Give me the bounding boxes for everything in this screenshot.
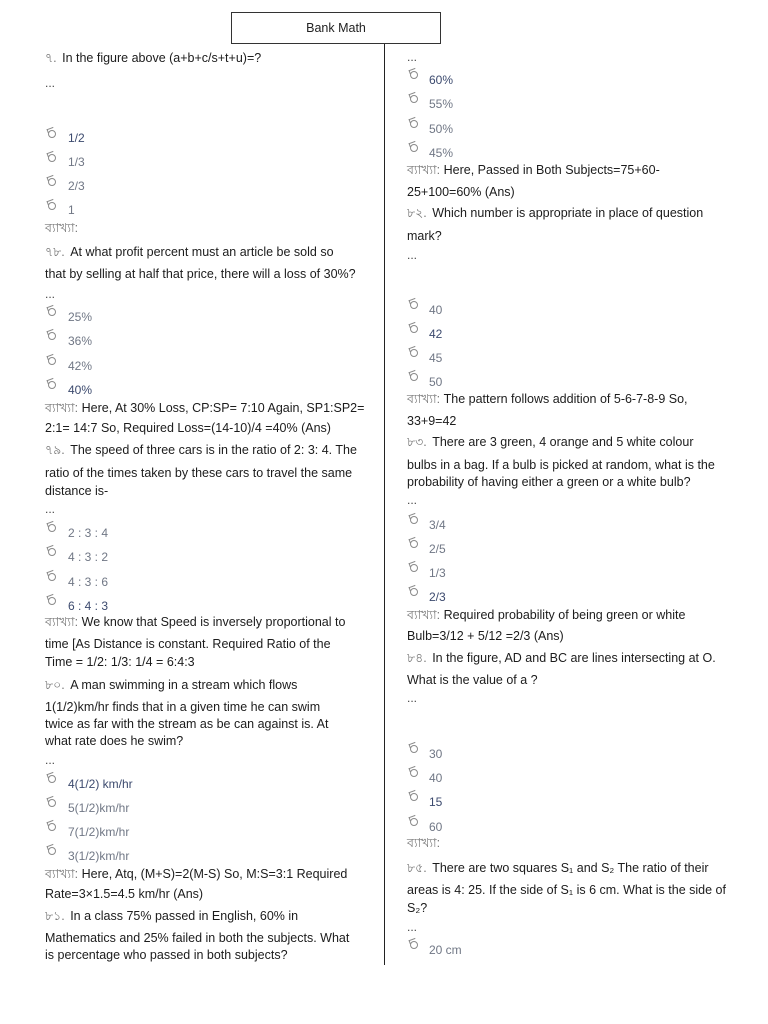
- option-label[interactable]: 60: [429, 820, 443, 834]
- option-label[interactable]: 7(1/2)km/hr: [68, 825, 130, 839]
- option-label[interactable]: 40%: [68, 383, 93, 397]
- radio-option[interactable]: [48, 332, 56, 340]
- option-label[interactable]: 6 : 4 : 3: [68, 599, 109, 613]
- radio-option[interactable]: [410, 144, 418, 152]
- radio-option[interactable]: [48, 775, 56, 783]
- question-text: There are 3 green, 4 orange and 5 white colour: [432, 435, 694, 449]
- radio-option[interactable]: [410, 349, 418, 357]
- radio-option[interactable]: [48, 381, 56, 389]
- ellipsis: ...: [45, 287, 56, 301]
- ellipsis: ...: [407, 920, 418, 934]
- question-text: bulbs in a bag. If a bulb is picked at random, what is the: [407, 458, 715, 472]
- option-label[interactable]: 42%: [68, 359, 93, 373]
- question-text: What is the value of a ?: [407, 673, 538, 687]
- option-label[interactable]: 1/3: [68, 155, 85, 169]
- option-label[interactable]: 55%: [429, 97, 454, 111]
- option-label[interactable]: 15: [429, 795, 443, 809]
- question-text: A man swimming in a stream which flows: [70, 678, 298, 692]
- explanation-label: ব্যাখ্যা:: [45, 615, 79, 629]
- radio-option[interactable]: [410, 373, 418, 381]
- explanation-label: ব্যাখ্যা:: [45, 867, 79, 881]
- explanation: [45, 614, 345, 630]
- question-text: twice as far with the stream as be can against is. At: [45, 717, 329, 731]
- ellipsis: ...: [407, 691, 418, 705]
- radio-option[interactable]: [48, 799, 56, 807]
- explanation-text: 33+9=42: [407, 414, 457, 428]
- explanation-text: We know that Speed is inversely proportional to: [81, 615, 346, 629]
- question-q8-line: [407, 650, 716, 666]
- option-label[interactable]: 2/5: [429, 542, 446, 556]
- ellipsis: ...: [407, 493, 418, 507]
- question-number: ৮০.: [45, 678, 65, 692]
- option-label[interactable]: 1/2: [68, 131, 85, 145]
- question-text: Mathematics and 25% failed in both the subjects. What: [45, 931, 350, 945]
- question-number: ৮২.: [407, 206, 427, 220]
- option-label[interactable]: 20 cm: [429, 943, 462, 957]
- question-number: ৮৫.: [407, 861, 427, 875]
- ellipsis: ...: [407, 50, 418, 64]
- ellipsis: ...: [45, 753, 56, 767]
- radio-option[interactable]: [410, 588, 418, 596]
- explanation-label: ব্যাখ্যা:: [407, 608, 441, 622]
- option-label[interactable]: 40: [429, 303, 443, 317]
- explanation-text: 2:1= 14:7 So, Required Loss=(14-10)/4 =40% (Ans): [45, 421, 331, 435]
- radio-option[interactable]: [410, 120, 418, 128]
- question-q1: [45, 50, 261, 66]
- question-text: that by selling at half that price, there will a loss of 30%?: [45, 267, 356, 281]
- explanation-text: Here, Atq, (M+S)=2(M-S) So, M:S=3:1 Required: [81, 867, 348, 881]
- question-text: Which number is appropriate in place of question: [432, 206, 704, 220]
- option-label[interactable]: 40: [429, 771, 443, 785]
- option-label[interactable]: 3(1/2)km/hr: [68, 849, 130, 863]
- radio-option[interactable]: [48, 154, 56, 162]
- option-label[interactable]: 50: [429, 375, 443, 389]
- question-q6-line: [407, 205, 703, 221]
- question-number: ৮৩.: [407, 435, 427, 449]
- explanation-label: ব্যাখ্যা:: [45, 221, 79, 235]
- radio-option[interactable]: [48, 308, 56, 316]
- radio-option[interactable]: [48, 178, 56, 186]
- radio-option[interactable]: [410, 95, 418, 103]
- question-text: ratio of the times taken by these cars to travel the same: [45, 466, 353, 480]
- radio-option[interactable]: [48, 597, 56, 605]
- question-text: mark?: [407, 229, 442, 243]
- explanation-label: ব্যাখ্যা:: [407, 163, 441, 177]
- explanation-text: The pattern follows addition of 5-6-7-8-9 So,: [443, 392, 688, 406]
- explanation: [407, 391, 688, 407]
- radio-option[interactable]: [48, 524, 56, 532]
- radio-option[interactable]: [410, 301, 418, 309]
- radio-option[interactable]: [410, 564, 418, 572]
- option-label[interactable]: 4 : 3 : 2: [68, 550, 109, 564]
- column-divider: [384, 44, 385, 965]
- question-text: distance is-: [45, 484, 109, 498]
- question-q9-line: [407, 860, 709, 876]
- explanation: [407, 607, 685, 623]
- question-q7-line: [407, 434, 693, 450]
- question-text: is percentage who passed in both subjects?: [45, 948, 288, 962]
- option-label[interactable]: 5(1/2)km/hr: [68, 801, 130, 815]
- question-q3-line: [45, 442, 357, 458]
- radio-option[interactable]: [410, 71, 418, 79]
- explanation: [407, 162, 660, 178]
- explanation-text: Time = 1/2: 1/3: 1/4 = 6:4:3: [45, 655, 195, 669]
- option-label[interactable]: 2/3: [68, 179, 85, 193]
- option-label[interactable]: 1/3: [429, 566, 446, 580]
- option-label[interactable]: 42: [429, 327, 443, 341]
- radio-option[interactable]: [410, 769, 418, 777]
- question-q2-line: [45, 244, 334, 260]
- option-label[interactable]: 4(1/2) km/hr: [68, 777, 133, 791]
- question-text: areas is 4: 25. If the side of S₁ is 6 cm. What is the side of: [407, 883, 726, 897]
- question-text: There are two squares S₁ and S₂ The ratio of their: [432, 861, 709, 875]
- option-label[interactable]: 50%: [429, 122, 454, 136]
- question-q5-line: [45, 908, 298, 924]
- option-label[interactable]: 3/4: [429, 518, 446, 532]
- question-text: S₂?: [407, 901, 428, 915]
- option-label[interactable]: 4 : 3 : 6: [68, 575, 109, 589]
- radio-option[interactable]: [48, 130, 56, 138]
- radio-option[interactable]: [48, 548, 56, 556]
- option-label[interactable]: 25%: [68, 310, 93, 324]
- question-text: 1(1/2)km/hr finds that in a given time he can swim: [45, 700, 321, 714]
- explanation-text: time [As Distance is constant. Required Ratio of the: [45, 637, 331, 651]
- question-number: ৭.: [45, 51, 57, 65]
- radio-option[interactable]: [410, 540, 418, 548]
- option-label[interactable]: 1: [68, 203, 75, 217]
- question-q4-line: [45, 677, 297, 693]
- explanation-text: Here, At 30% Loss, CP:SP= 7:10 Again, SP1:SP2=: [81, 401, 365, 415]
- radio-option[interactable]: [48, 573, 56, 581]
- explanation-label: ব্যাখ্যা:: [407, 392, 441, 406]
- explanation-text: 25+100=60% (Ans): [407, 185, 515, 199]
- option-label[interactable]: 30: [429, 747, 443, 761]
- option-label[interactable]: 45: [429, 351, 443, 365]
- option-label[interactable]: 45%: [429, 146, 454, 160]
- explanation-label: ব্যাখ্যা:: [45, 401, 79, 415]
- ellipsis: ...: [407, 248, 418, 262]
- radio-option[interactable]: [410, 745, 418, 753]
- question-number: ৮১.: [45, 909, 65, 923]
- option-label[interactable]: 60%: [429, 73, 454, 87]
- radio-option[interactable]: [410, 516, 418, 524]
- radio-option[interactable]: [410, 941, 418, 949]
- question-number: ৮৪.: [407, 651, 427, 665]
- question-number: ৭৮.: [45, 245, 65, 259]
- option-label[interactable]: 2/3: [429, 590, 446, 604]
- radio-option[interactable]: [410, 818, 418, 826]
- ellipsis: ...: [45, 76, 56, 90]
- explanation-text: Required probability of being green or white: [443, 608, 686, 622]
- page-title: Bank Math: [231, 12, 441, 44]
- explanation-label: ব্যাখ্যা:: [407, 836, 441, 850]
- radio-option[interactable]: [48, 202, 56, 210]
- ellipsis: ...: [45, 502, 56, 516]
- radio-option[interactable]: [410, 325, 418, 333]
- question-text: In the figure, AD and BC are lines intersecting at O.: [432, 651, 716, 665]
- explanation-text: Bulb=3/12 + 5/12 =2/3 (Ans): [407, 629, 564, 643]
- radio-option[interactable]: [410, 793, 418, 801]
- option-label[interactable]: 36%: [68, 334, 93, 348]
- question-number: ৭৯.: [45, 443, 65, 457]
- explanation-text: Rate=3×1.5=4.5 km/hr (Ans): [45, 887, 204, 901]
- question-text: what rate does he swim?: [45, 734, 184, 748]
- radio-option[interactable]: [48, 357, 56, 365]
- question-text: The speed of three cars is in the ratio of 2: 3: 4. The: [70, 443, 357, 457]
- explanation: [45, 866, 347, 882]
- option-label[interactable]: 2 : 3 : 4: [68, 526, 109, 540]
- question-text: At what profit percent must an article be sold so: [70, 245, 334, 259]
- question-text: In the figure above (a+b+c/s+t+u)=?: [62, 51, 262, 65]
- question-text: probability of having either a green or a white bulb?: [407, 475, 691, 489]
- radio-option[interactable]: [48, 823, 56, 831]
- radio-option[interactable]: [48, 847, 56, 855]
- explanation: [45, 400, 364, 416]
- explanation-text: Here, Passed in Both Subjects=75+60-: [443, 163, 660, 177]
- question-text: In a class 75% passed in English, 60% in: [70, 909, 299, 923]
